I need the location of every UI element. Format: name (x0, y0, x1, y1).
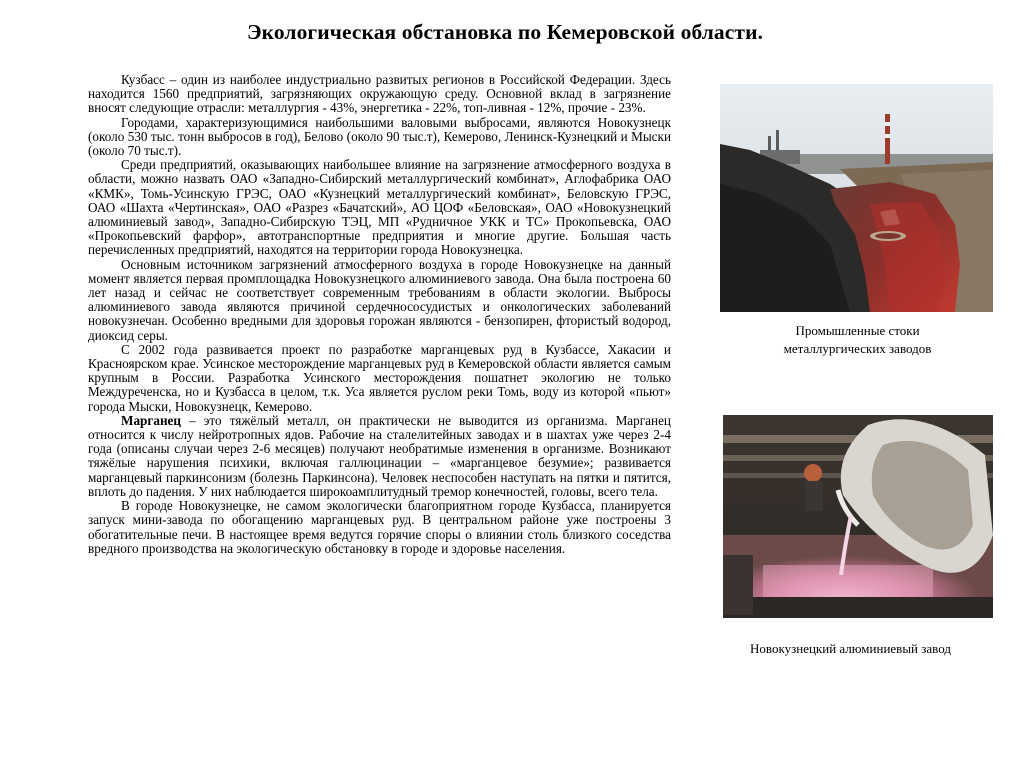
paragraph: Кузбасс – один из наиболее индустриально развитых регионов в Российской Федерации. Здесь находится 1560 предприятий, загрязняющих окружающую среду. Основной вклад в загрязнение вносят следующие отрасли: металлургия - 43%, энергетика - 22%, топ-ливная - 12%, прочие - 23%. (88, 72, 671, 116)
paragraph: С 2002 года развивается проект по разработке марганцевых руд в Кузбассе, Хакасии и Красноярском крае. Усинское месторождение марганцевых руд в Кемеровской области является самым крупным в России. Разработка Усинского месторождения пошатнет экологию не только Междуреченска, но и Кузбасса в целом, т.к. Уса является руслом реки Томь, воду из которой «пьют» города Мыски, Новокузнецк, Кемерово. (88, 341, 671, 414)
article-body (88, 73, 671, 556)
page-title: Экологическая обстановка по Кемеровской области. (246, 20, 764, 44)
caption-industrial-runoff: Промышленные стоки металлургических заводов (783, 323, 932, 356)
paragraph: В городе Новокузнецке, не самом экологически благоприятном городе Кузбасса, планируется запуск мини-завода по обогащению марганцевых руд. В центральном районе уже построены 3 обогатительные печи. В настоящее время ведутся горячие споры о влиянии столь близкого соседства вредного производства на экологическую обстановку в городе и здоровье населения. (88, 498, 671, 556)
industrial-runoff-photo (720, 84, 993, 312)
paragraph: Среди предприятий, оказывающих наибольшее влияние на загрязнение атмосферного воздуха в области, можно назвать ОАО «Западно-Сибирский металлургический комбинат», Аглофабрика ОАО «КМК», Томь-Усинскую ГРЭС, ОАО «Кузнецкий металлургический комбинат», Беловскую ГРЭС, ОАО «Шахта «Чертинская», ОАО «Разрез «Бачатский», АО ЦОФ «Беловская», ОАО «Новокузнецкий алюминиевый завод», Западно-Сибирскую ТЭЦ, МП «Рудничное УКК и ТС» Прокопьевска, ОАО «Прокопьевский фарфор», автотранспортные предприятия и многие другие. Большая часть перечисленных предприятий, находятся на территории города Новокузнецка. (88, 157, 671, 258)
paragraph: Марганец – это тяжёлый металл, он практически не выводится из организма. Марганец относится к числу нейротропных ядов. Рабочие на сталелитейных заводах и в шахтах уже через 2-4 года (описаны случаи через 2-6 месяцев) получают необратимые изменения в организме. Возникают тяжёлые нарушения психики, включая галлюцинации – «марганцевое безумие»; развивается марганцевый паркинсонизм (болезнь Паркинсона). Человек неспособен наступать на пятки и пятится, вплоть до падения. У них наблюдается широкоамплитудный тремор конечностей, головы, всего тела. (88, 412, 671, 499)
paragraph: Основным источником загрязнений атмосферного воздуха в городе Новокузнецке на данный момент является первая промплощадка Новокузнецкого алюминиевого завода. Она была построена 60 лет назад и сейчас не соответствует современным требованиям в области экологии. Выбросы алюминиевого завода являются причиной сердечнососудистых и онкологических заболеваний новокузнечан. Особенно вредными для здоровья горожан являются - бензопирен, фтористый водород, диоксид серы. (88, 256, 671, 343)
term-manganese: Марганец (121, 412, 182, 428)
aluminium-plant-photo (723, 415, 993, 618)
caption-aluminium-plant: Новокузнецкий алюминиевый завод (750, 641, 951, 656)
paragraph: Городами, характеризующимися наибольшими валовыми выбросами, являются Новокузнецк (около 530 тыс. тонн выбросов в год), Белово (около 90 тыс.т), Кемерово, Ленинск-Кузнецкий и Мыски (около 70 тыс.т). (88, 114, 671, 159)
